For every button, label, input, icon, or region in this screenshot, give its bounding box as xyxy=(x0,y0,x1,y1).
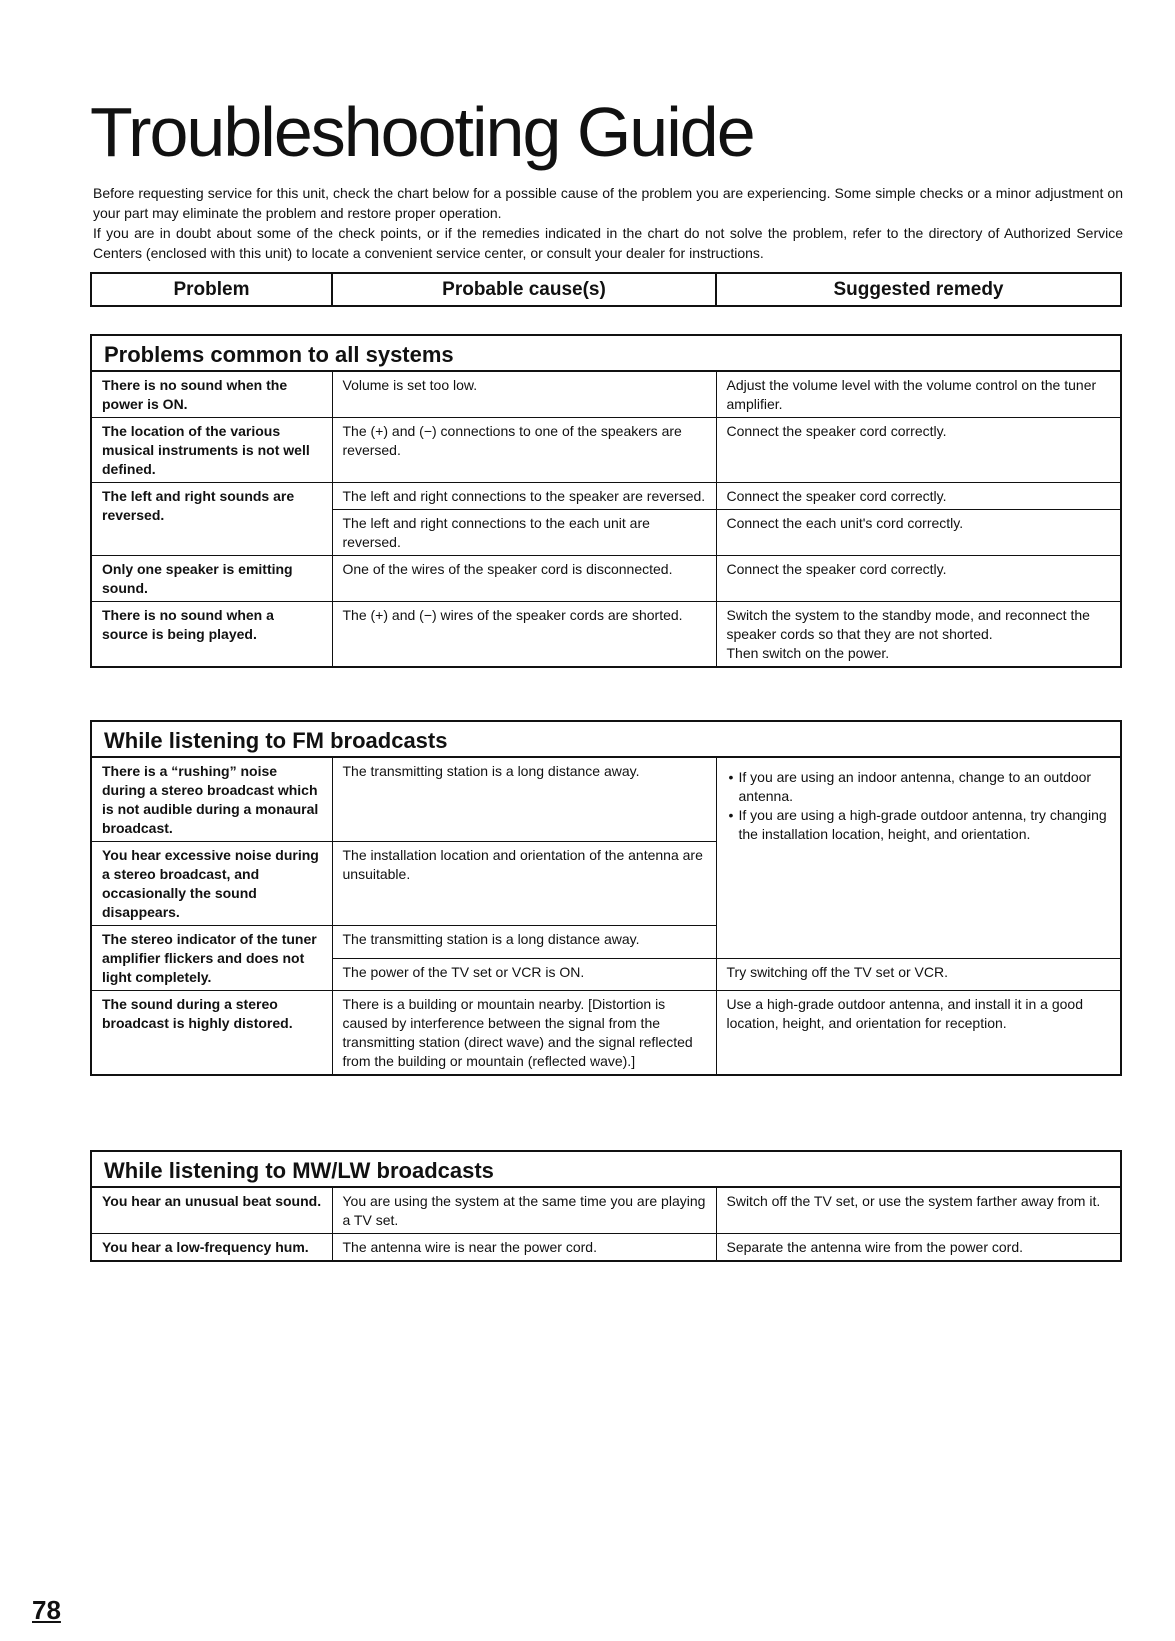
column-header-table xyxy=(90,272,1122,307)
table-row xyxy=(91,556,1121,602)
intro-paragraph-1: Before requesting service for this unit, check the chart below for a possible cause of the problem you are experiencing. Some simple checks or a minor adjustment on your part may eliminate the problem and restore proper operation. xyxy=(93,185,1123,221)
section-common-table xyxy=(90,334,1122,668)
remedy-cell: Switch off the TV set, or use the system farther away from it. xyxy=(716,1187,1121,1234)
table-row xyxy=(91,483,1121,510)
remedy-cell xyxy=(716,602,1121,668)
problem-cell: There is no sound when a source is being played. xyxy=(91,602,332,668)
table-row xyxy=(91,1187,1121,1234)
remedy-cell: Separate the antenna wire from the power cord. xyxy=(716,1234,1121,1262)
remedy-cell: Try switching off the TV set or VCR. xyxy=(716,958,1121,991)
cause-cell: The transmitting station is a long distance away. xyxy=(332,926,716,959)
cause-cell: The left and right connections to the speaker are reversed. xyxy=(332,483,716,510)
table-row xyxy=(91,371,1121,418)
remedy-text: Then switch on the power. xyxy=(726,645,890,661)
remedy-bullet-list xyxy=(727,768,1111,844)
problem-cell: The location of the various musical instruments is not well defined. xyxy=(91,418,332,483)
header-problem: Problem xyxy=(91,273,332,306)
remedy-cell: Connect the each unit's cord correctly. xyxy=(716,510,1121,556)
header-cause: Probable cause(s) xyxy=(332,273,716,306)
section-mw-table xyxy=(90,1150,1122,1262)
table-row xyxy=(91,991,1121,1076)
problem-cell: The sound during a stereo broadcast is highly distored. xyxy=(91,991,332,1076)
remedy-cell: Connect the speaker cord correctly. xyxy=(716,483,1121,510)
header-remedy: Suggested remedy xyxy=(716,273,1121,306)
remedy-cell-antenna xyxy=(716,757,1121,958)
remedy-cell: Use a high-grade outdoor antenna, and install it in a good location, height, and orientation for reception. xyxy=(716,991,1121,1076)
problem-cell: You hear a low-frequency hum. xyxy=(91,1234,332,1262)
table-row xyxy=(91,418,1121,483)
remedy-cell: Adjust the volume level with the volume control on the tuner amplifier. xyxy=(716,371,1121,418)
problem-cell: You hear excessive noise during a stereo broadcast, and occasionally the sound disappears. xyxy=(91,842,332,926)
remedy-text: Switch the system to the standby mode, and reconnect the speaker cords so that they are not shorted. xyxy=(726,607,1090,642)
problem-cell: There is a “rushing” noise during a stereo broadcast which is not audible during a monaural broadcast. xyxy=(91,757,332,842)
cause-cell: The left and right connections to the each unit are reversed. xyxy=(332,510,716,556)
page-title: Troubleshooting Guide xyxy=(90,93,754,171)
page-number: 78 xyxy=(32,1595,61,1625)
problem-cell: The left and right sounds are reversed. xyxy=(91,483,332,556)
problem-cell: You hear an unusual beat sound. xyxy=(91,1187,332,1234)
cause-cell: One of the wires of the speaker cord is disconnected. xyxy=(332,556,716,602)
problem-cell: The stereo indicator of the tuner amplifier flickers and does not light completely. xyxy=(91,926,332,991)
cause-cell: Volume is set too low. xyxy=(332,371,716,418)
table-row xyxy=(91,602,1121,668)
section-common-title: Problems common to all systems xyxy=(91,335,1121,371)
cause-cell: The (+) and (−) wires of the speaker cords are shorted. xyxy=(332,602,716,668)
list-item: • If you are using a high-grade outdoor antenna, try changing the installation location, height, and orientation. xyxy=(739,806,1111,844)
remedy-cell: Connect the speaker cord correctly. xyxy=(716,556,1121,602)
cause-cell: The installation location and orientation of the antenna are unsuitable. xyxy=(332,842,716,926)
cause-cell: There is a building or mountain nearby. [Distortion is caused by interference between the signal from the transmitting station (direct wave) and the signal reflected from the building or mountain (reflected wave).] xyxy=(332,991,716,1076)
table-row xyxy=(91,1234,1121,1262)
cause-cell: The (+) and (−) connections to one of the speakers are reversed. xyxy=(332,418,716,483)
cause-cell: The transmitting station is a long distance away. xyxy=(332,757,716,842)
cause-cell: The power of the TV set or VCR is ON. xyxy=(332,958,716,991)
problem-cell: Only one speaker is emitting sound. xyxy=(91,556,332,602)
remedy-cell: Connect the speaker cord correctly. xyxy=(716,418,1121,483)
section-fm-title: While listening to FM broadcasts xyxy=(91,721,1121,757)
table-row xyxy=(91,757,1121,842)
problem-cell: There is no sound when the power is ON. xyxy=(91,371,332,418)
list-item: • If you are using an indoor antenna, change to an outdoor antenna. xyxy=(739,768,1111,806)
section-mw-title: While listening to MW/LW broadcasts xyxy=(91,1151,1121,1187)
section-fm-table xyxy=(90,720,1122,1076)
intro-paragraph-2: If you are in doubt about some of the check points, or if the remedies indicated in the chart do not solve the problem, refer to the directory of Authorized Service Centers (enclosed with this unit) to locate a convenient service center, or consult your dealer for instructions. xyxy=(93,225,1123,261)
intro-text xyxy=(93,183,1123,263)
cause-cell: The antenna wire is near the power cord. xyxy=(332,1234,716,1262)
cause-cell: You are using the system at the same time you are playing a TV set. xyxy=(332,1187,716,1234)
